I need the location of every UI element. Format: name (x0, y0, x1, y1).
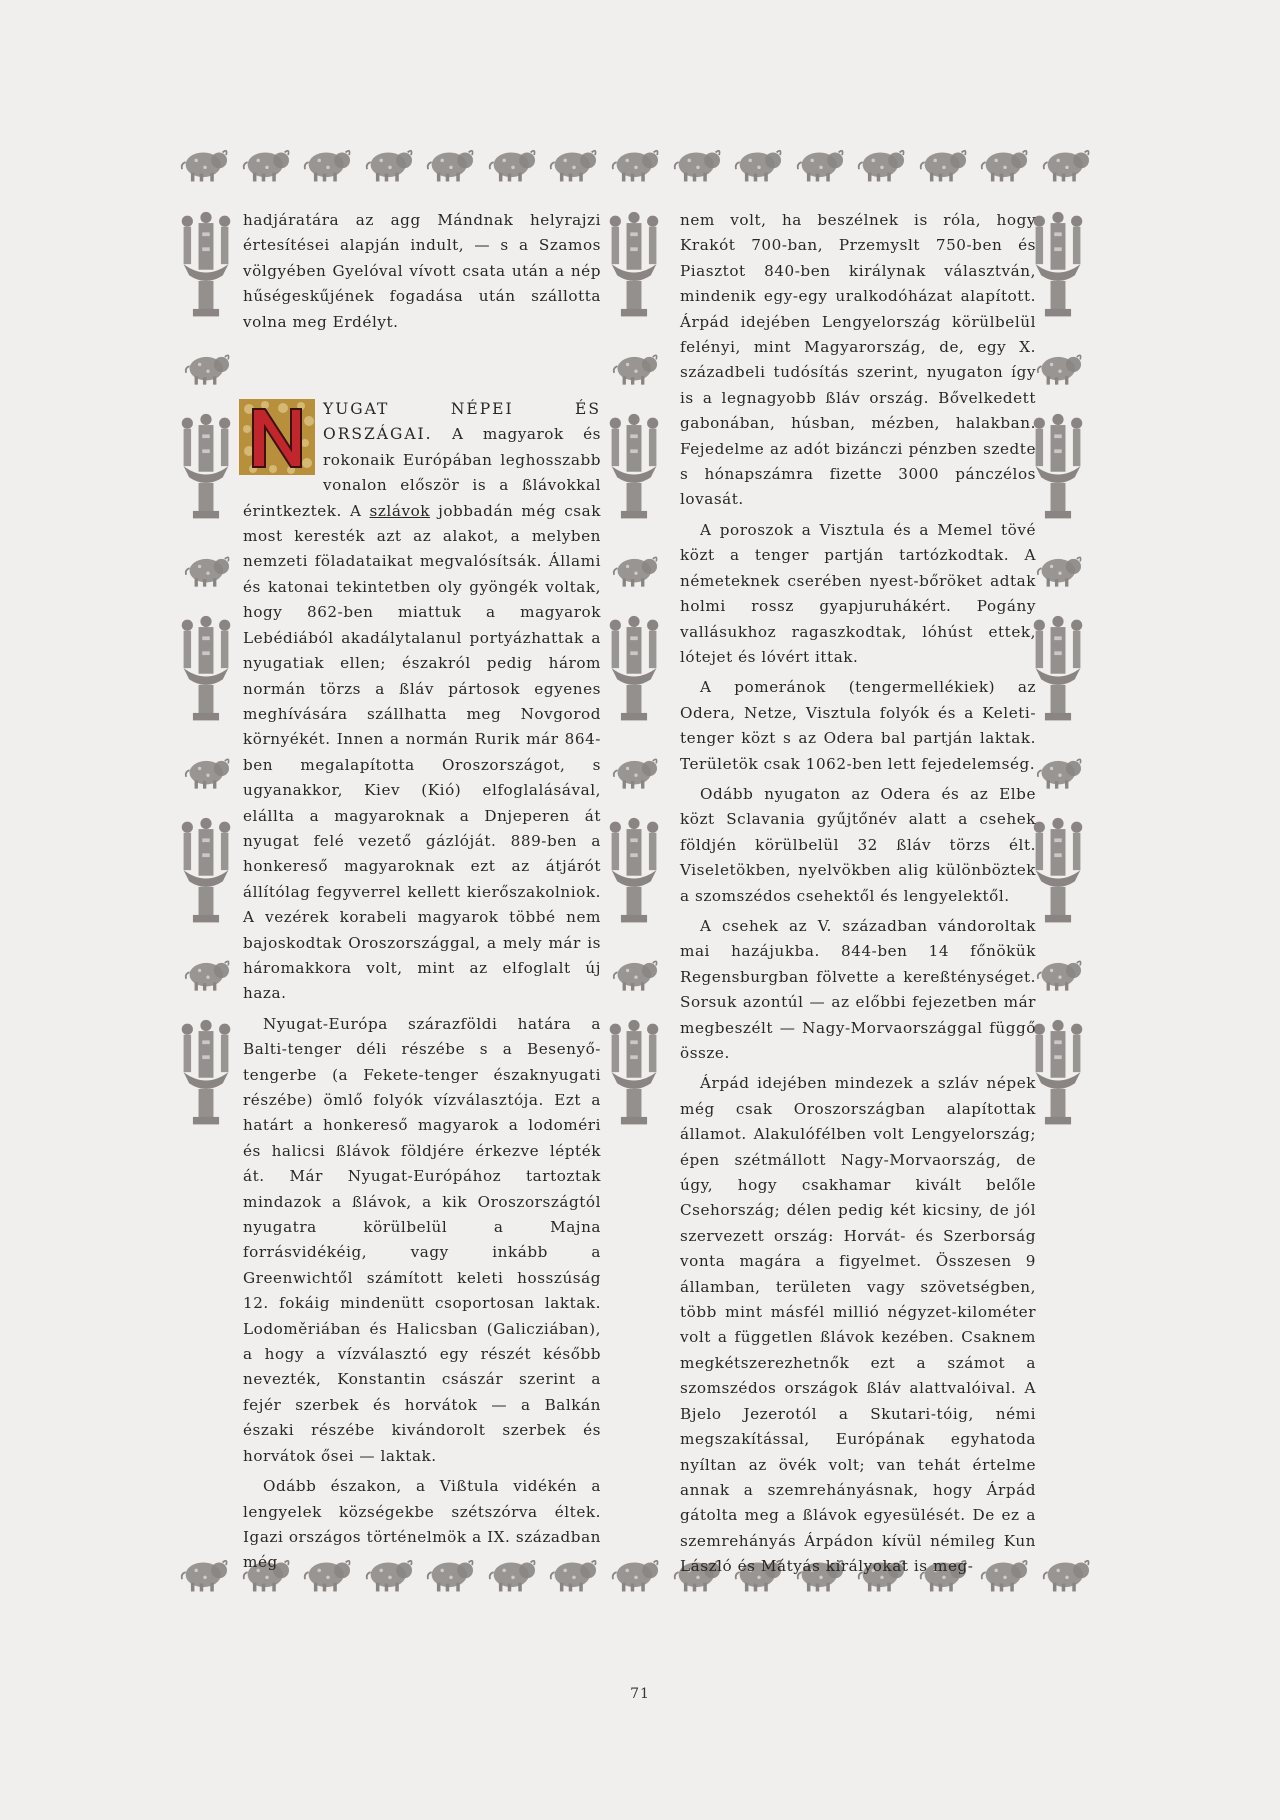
right-paragraph-1: nem volt, ha beszélnek is róla, hogy Krakót 700-ban, Przemyslt 750-ben és Piasztot 840-ben királynak választván, mindenik egy-egy uralkodóházat alapított. Árpád idejében Lengyelország körülbelül felényi, mint Magyarország, de, egy X. századbeli tudósítás szerint, nyugaton így is a legnagyobb ßláv ország. Bővelkedett gabonában, húsban, mézben, halakban. Fejedelme az adót bizánczi pénzben szedte s hónapszámra fizette 3000 pánczélos lovasát. (680, 211, 1036, 509)
bison-ornament-icon (363, 141, 417, 185)
totem-figure-icon (178, 1016, 234, 1132)
paragraph-3: Odább északon, a Vißtula vidékén a lengyelek községekbe szétszórva éltek. Igazi országos történelmök a IX. században még (243, 1477, 601, 1572)
bison-ornament-icon (978, 141, 1032, 185)
right-paragraph-3: A pomeránok (tengermellékiek) az Odera, Netze, Visztula folyók és a Keleti-tenger közt s az Odera bal partján laktak. Területök csak 1062-ben lett fejedelemség. (680, 678, 1036, 773)
totem-figure-icon (1030, 612, 1086, 728)
paragraph-intro: hadjáratára az agg Mándnak helyrajzi értesítései alapján indult, — s a Szamos völgyében Gyelóval vívott csata után a nép hűségeskűjének fogadása után szállotta volna meg Erdélyt. (243, 211, 601, 331)
paragraph-1a: A magyarok és rokonaik Európában leghosszabb vonalon először is a ßlávokkal érintkeztek. A (243, 425, 601, 520)
bison-ornament-icon (301, 141, 355, 185)
bison-ornament-icon (182, 750, 234, 792)
totem-figure-icon (178, 612, 234, 728)
bison-ornament-icon (178, 141, 232, 185)
bison-ornament-icon (1034, 750, 1086, 792)
bison-ornament-icon (1040, 141, 1094, 185)
bison-ornament-icon (609, 1551, 663, 1595)
bison-ornament-icon (1034, 952, 1086, 994)
bison-ornament-icon (671, 141, 725, 185)
totem-figure-icon (606, 814, 662, 930)
bison-ornament-icon (609, 141, 663, 185)
bison-ornament-icon (855, 141, 909, 185)
bison-ornament-icon (1034, 346, 1086, 388)
bison-ornament-icon (182, 952, 234, 994)
bison-ornament-icon (1034, 548, 1086, 590)
paragraph-2: Nyugat-Európa szárazföldi határa a Balti-tenger déli részébe s a Besenyő-tengerbe (a Fekete-tenger északnyugati részébe) ömlő folyók vízválasztója. Ezt a határt a honkereső magyarok a lodoméri és halicsi ßlávok földjére érkezve lépték át. Már Nyugat-Európához tartoztak mindazok a ßlávok, a kik Oroszországtól nyugatra körülbelül a Majna forrásvidékéig, vagy inkább a Greenwichtől számított keleti hosszúság 12. fokáig mindenütt csoportosan laktak. Lodoměriában és Halicsban (Galicziában), a hogy a vízválasztó egy részét később nevezték, Konstantin császár szerint a fejér szerbek és horvátok — a Balkán északi részébe kivándorolt szerbek és horvátok ősei — laktak. (243, 1014, 601, 1465)
section-start (243, 397, 601, 1007)
bison-ornament-icon (610, 548, 662, 590)
totem-figure-icon (1030, 410, 1086, 526)
bison-ornament-icon (1040, 1551, 1094, 1595)
left-text-column (243, 208, 601, 1581)
totem-figure-icon (178, 814, 234, 930)
bison-ornament-icon (917, 141, 971, 185)
bison-ornament-icon (610, 952, 662, 994)
right-paragraph-4: Odább nyugaton az Odera és az Elbe közt Sclavania gyűjtőnév alatt a csehek földjén körülbelül 32 ßláv törzs élt. Viseletökben, nyelvökben alig különböztek a szomszédos csehektől és lengyelektől. (680, 784, 1036, 905)
bison-ornament-icon (182, 346, 234, 388)
paragraph-1b: jobbadán még csak most keresték azt az alakot, a melyben nemzeti föladataikat megvalósítsák. Állami és katonai tekintetben oly gyöngék voltak, hogy 862-ben miattuk a magyarok Lebédiából akadálytalanul portyázhattak a nyugatiak ellen; északról pedig három normán törzs a ßláv pártosok egyenes meghívására szállhatta meg Novgorod környékét. Innen a normán Rurik már 864-ben megalapította Oroszországot, s ugyanakkor, Kiev (Kió) elfoglalásával, elállta a magyaroknak a Dnjeperen át nyugat felé vezető gázlóját. 889-ben a honkereső magyaroknak ezt az átjárót állítólag fegyverrel kellett kierőszakolniok. A vezérek korabeli magyarok többé nem bajoskodtak Oroszországgal, a mely már is háromakkora volt, mint az elfoglalt új haza. (243, 501, 601, 1003)
bison-ornament-icon (610, 346, 662, 388)
page-number: 71 (630, 1686, 650, 1702)
right-text-column (680, 208, 1036, 1585)
section-heading: YUGAT NÉPEI ÉS ORSZÁGAI. (323, 400, 601, 444)
left-ornament-column (178, 208, 248, 1132)
totem-figure-icon (1030, 814, 1086, 930)
top-ornament-border (178, 128, 1094, 198)
bison-ornament-icon (610, 750, 662, 792)
bison-ornament-icon (424, 141, 478, 185)
bison-ornament-icon (182, 548, 234, 590)
totem-figure-icon (606, 612, 662, 728)
totem-figure-icon (1030, 1016, 1086, 1132)
bison-ornament-icon (794, 141, 848, 185)
bison-ornament-icon (732, 141, 786, 185)
totem-figure-icon (606, 208, 662, 324)
illuminated-initial (239, 399, 315, 475)
totem-figure-icon (1030, 208, 1086, 324)
middle-ornament-column (606, 208, 676, 1132)
right-paragraph-6: Árpád idejében mindezek a szláv népek még csak Oroszországban alapítottak államot. Alakulófélben volt Lengyelország; épen szétmállott Nagy-Morvaország, de úgy, hogy csakhamar kivált belőle Csehország; délen pedig két kicsiny, de jól szervezett ország: Horvát- és Szerborság vonta magára a figyelmet. Összesen 9 államban, területen vagy szövetségben, több mint másfél millió négyzet-kilométer volt a független ßlávok kezében. Csaknem megkétszerezhetnők ezt a számot a szomszédos országok ßláv alattvalóival. A Bjelo Jezerotól a Skutari-tóig, némi megszakítással, Európának egyhatoda nyíltan az övék volt; van tehát értelme annak a szemrehányásnak, hogy Árpád gátolta meg a ßlávok egyesülését. De ez a szemrehányás Árpádon kívül némileg Kun László és Mátyás királyokat is meg- (680, 1074, 1036, 1576)
bison-ornament-icon (240, 141, 294, 185)
bison-ornament-icon (486, 141, 540, 185)
right-paragraph-2: A poroszok a Visztula és a Memel tövé közt a tenger partján tartózkodtak. A németeknek cserében nyest-bőröket adtak holmi rossz gyapjuruhákért. Pogány vallásukhoz ragaszkodtak, lóhúst ettek, lótejet és lóvért ittak. (680, 520, 1036, 666)
totem-figure-icon (606, 410, 662, 526)
right-ornament-column (1030, 208, 1100, 1132)
totem-figure-icon (606, 1016, 662, 1132)
bison-ornament-icon (547, 141, 601, 185)
totem-figure-icon (178, 410, 234, 526)
bison-ornament-icon (178, 1551, 232, 1595)
right-paragraph-5: A csehek az V. században vándoroltak mai hazájukba. 844-ben 14 főnökük Regensburgban fölvette a kereßténységet. Sorsuk azontúl — az előbbi fejezetben már megbeszélt — Nagy-Morvaországgal függő össze. (680, 916, 1036, 1062)
totem-figure-icon (178, 208, 234, 324)
underlined-word: szlávok (369, 501, 431, 520)
